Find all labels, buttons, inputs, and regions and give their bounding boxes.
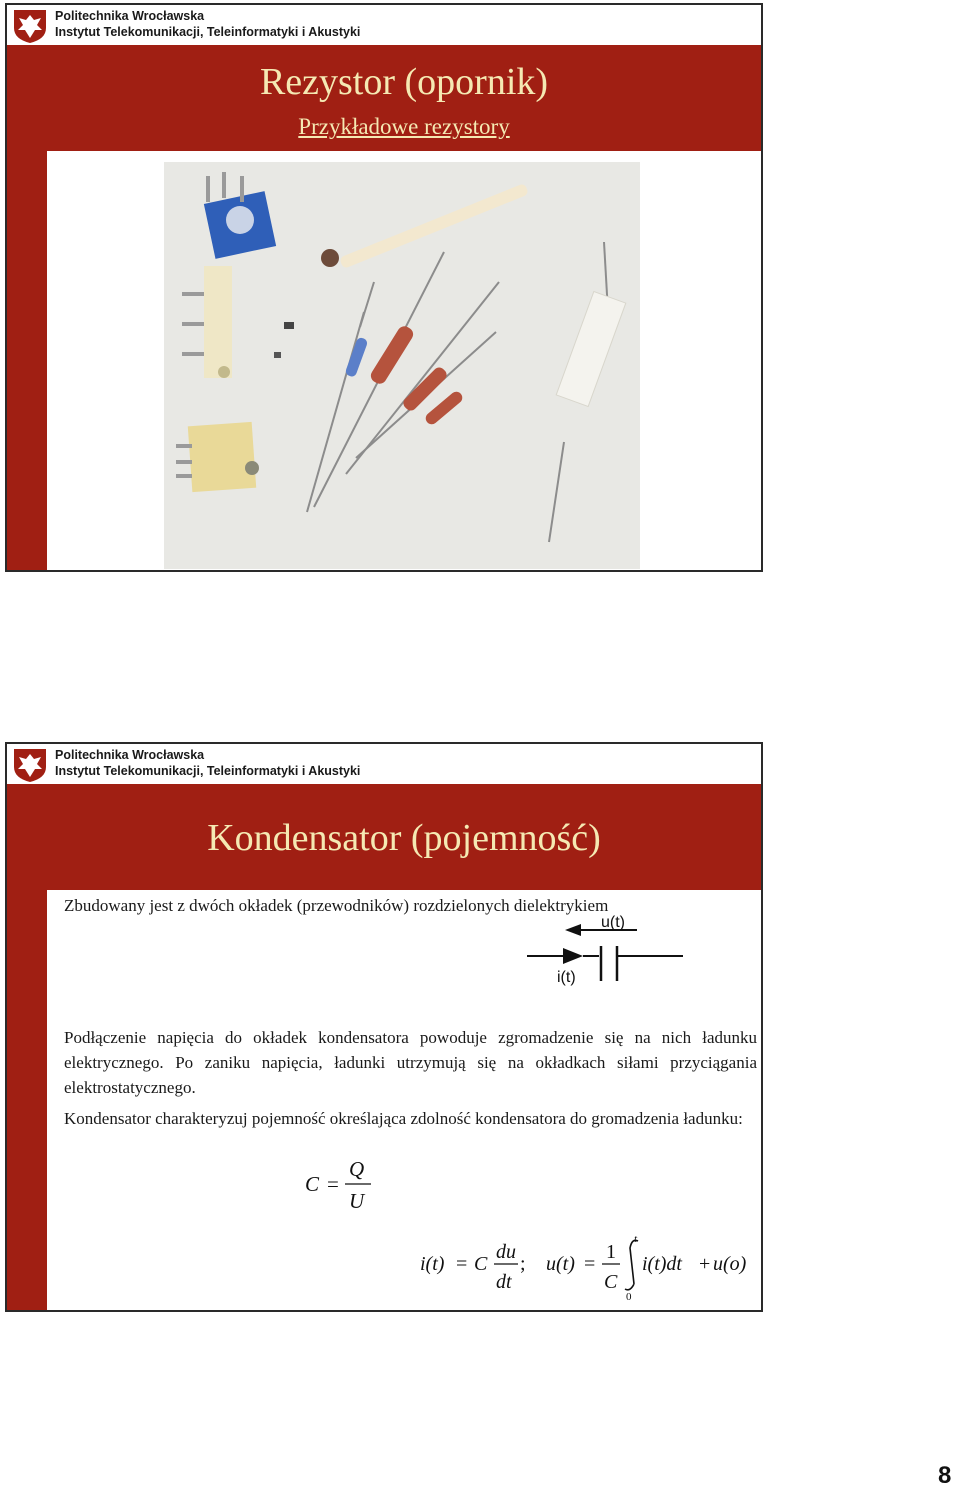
intro-text: Zbudowany jest z dwóch okładek (przewodników) rozdzielonych dielektrykiem	[64, 896, 609, 915]
institution-block	[55, 747, 360, 779]
formula-i-eq: =	[456, 1253, 468, 1275]
formula-i-coef: C	[474, 1253, 488, 1275]
formula-u-den: C	[604, 1271, 618, 1293]
integral-lower-limit: 0	[626, 1291, 632, 1303]
formula-c: C	[305, 1172, 320, 1196]
formula-i-den: dt	[496, 1271, 512, 1293]
slide-subtitle: Przykładowe rezystory	[298, 114, 510, 139]
resistors-photo	[164, 162, 640, 569]
university-name: Politechnika Wrocławska	[55, 9, 205, 23]
voltage-label: u(t)	[601, 914, 625, 931]
paragraph-capacitance: Kondensator charakteryzuj pojemność określająca zdolność kondensatora do gromadzenia ładunku:	[64, 1109, 743, 1128]
formula-integrand: i(t)dt	[642, 1253, 682, 1275]
formula-u-num: 1	[606, 1241, 616, 1263]
formula-u: U	[349, 1189, 365, 1213]
slide-capacitor	[5, 742, 763, 1312]
slide-title: Rezystor (opornik)	[259, 61, 549, 103]
slide-title: Kondensator (pojemność)	[207, 817, 601, 859]
capacitance-formula	[297, 1158, 417, 1222]
formula-sep: ;	[520, 1253, 526, 1275]
integral-upper-limit: t	[634, 1233, 638, 1245]
university-logo-icon	[11, 8, 49, 44]
formula-initial: u(o)	[713, 1253, 747, 1275]
institution-block	[55, 8, 360, 40]
institute-name: Instytut Telekomunikacji, Teleinformatyki i Akustyki	[55, 25, 361, 39]
integral-sign-icon	[625, 1240, 638, 1290]
university-name: Politechnika Wrocławska	[55, 748, 205, 762]
formula-i-num: du	[496, 1241, 516, 1263]
current-label: i(t)	[557, 969, 576, 986]
formula-eq: =	[327, 1172, 339, 1196]
formula-i-lhs: i(t)	[420, 1253, 445, 1275]
side-bar	[7, 784, 47, 1310]
page-number: 8	[938, 1462, 952, 1489]
current-voltage-formulas	[412, 1234, 752, 1304]
capacitor-circuit-diagram	[527, 914, 687, 1004]
slide-header	[7, 5, 761, 45]
formula-plus: +	[699, 1253, 711, 1275]
formula-u-eq: =	[584, 1253, 596, 1275]
university-logo-icon	[11, 747, 49, 783]
formula-q: Q	[349, 1157, 365, 1181]
formula-u-lhs: u(t)	[546, 1253, 575, 1275]
institute-name: Instytut Telekomunikacji, Teleinformatyki i Akustyki	[55, 764, 361, 778]
paragraph-charging: Podłączenie napięcia do okładek kondensatora powoduje zgromadzenie się na nich ładunku elektrycznego. Po zaniku napięcia, ładunki utrzymują się na okładkach siłami przyciągania elektrostatycznego.	[64, 1028, 757, 1097]
side-bar	[7, 45, 47, 570]
slide-header	[7, 744, 761, 784]
slide-resistor	[5, 3, 763, 572]
